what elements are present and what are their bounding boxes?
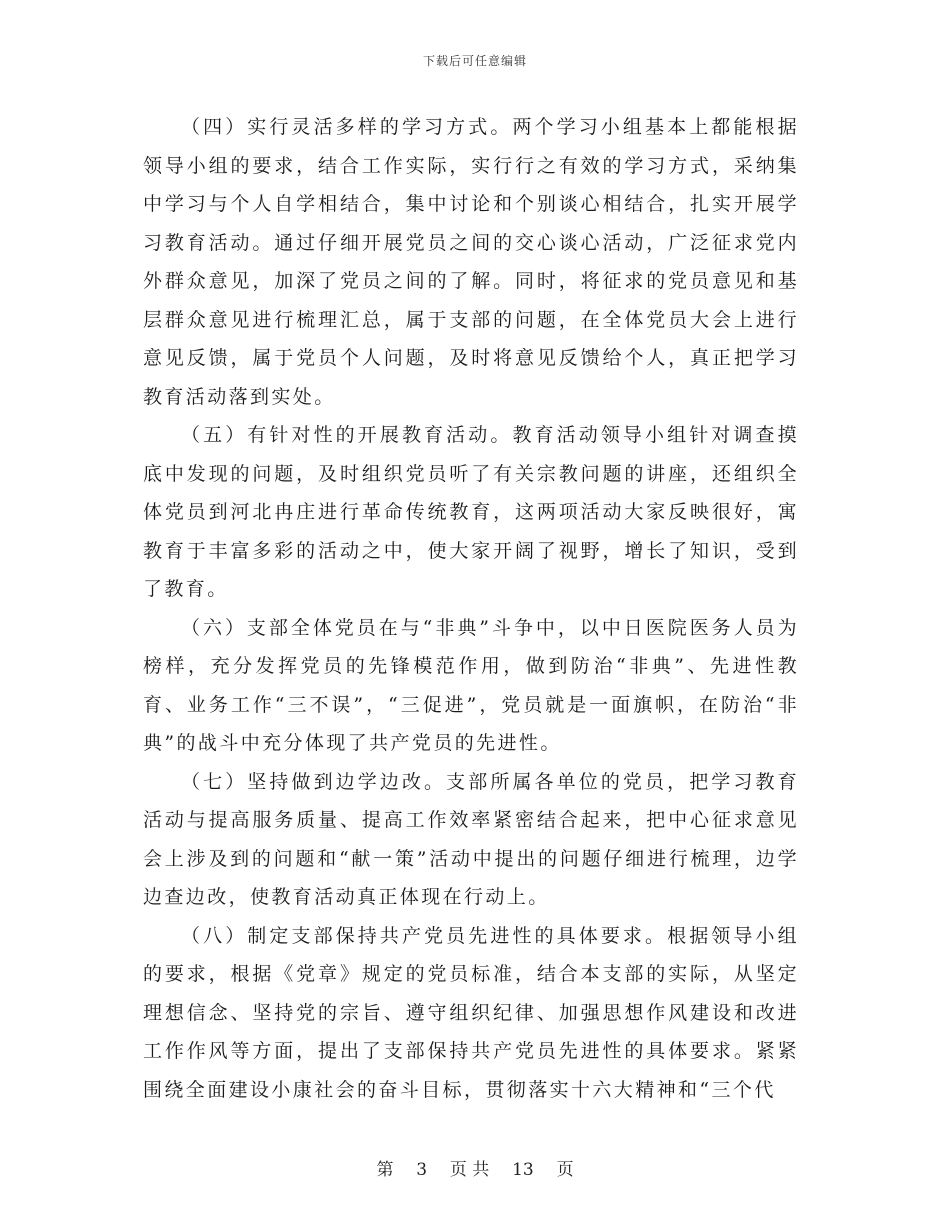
paragraph-5: （五）有针对性的开展教育活动。教育活动领导小组针对调查摸底中发现的问题，及时组织党员听了有关宗教问题的讲座，还组织全体党员到河北冉庄进行革命传统教育，这两项活动大家反映很好，寓教育于丰富多彩的活动之中，使大家开阔了视野，增长了知识，受到了教育。 <box>143 424 799 600</box>
footer-prefix: 第 <box>376 1160 394 1180</box>
page-footer <box>0 1155 950 1180</box>
footer-page-number: 3 <box>416 1160 428 1180</box>
paragraph-6: （六）支部全体党员在与“非典”斗争中，以中日医院医务人员为榜样，充分发挥党员的先锋模范作用，做到防治“非典”、先进性教育、业务工作“三不误”，“三促进”，党员就是一面旗帜，在防治“非典”的战斗中充分体现了共产党员的先进性。 <box>143 616 799 754</box>
document-body <box>143 108 799 1109</box>
footer-total-pages: 13 <box>512 1160 534 1180</box>
paragraph-4: （四）实行灵活多样的学习方式。两个学习小组基本上都能根据领导小组的要求，结合工作实际，实行行之有效的学习方式，采纳集中学习与个人自学相结合，集中讨论和个别谈心相结合，扎实开展学习教育活动。通过仔细开展党员之间的交心谈心活动，广泛征求党内外群众意见，加深了党员之间的了解。同时，将征求的党员意见和基层群众意见进行梳理汇总，属于支部的问题，在全体党员大会上进行意见反馈，属于党员个人问题，及时将意见反馈给个人，真正把学习教育活动落到实处。 <box>143 116 799 408</box>
footer-middle: 页 共 <box>449 1160 490 1180</box>
paragraph-7: （七）坚持做到边学边改。支部所属各单位的党员，把学习教育活动与提高服务质量、提高工作效率紧密结合起来，把中心征求意见会上涉及到的问题和“献一策”活动中提出的问题仔细进行梳理，边学边查边改，使教育活动真正体现在行动上。 <box>143 770 799 908</box>
header-note: 下载后可任意编辑 <box>422 54 527 68</box>
paragraph-8: （八）制定支部保持共产党员先进性的具体要求。根据领导小组的要求，根据《党章》规定的党员标准，结合本支部的实际，从坚定理想信念、坚持党的宗旨、遵守组织纪律、加强思想作风建设和改进工作作风等方面，提出了支部保持共产党员先进性的具体要求。紧紧围绕全面建设小康社会的奋斗目标，贯彻落实十六大精神和“三个代 <box>143 924 799 1101</box>
footer-suffix: 页 <box>556 1160 574 1180</box>
